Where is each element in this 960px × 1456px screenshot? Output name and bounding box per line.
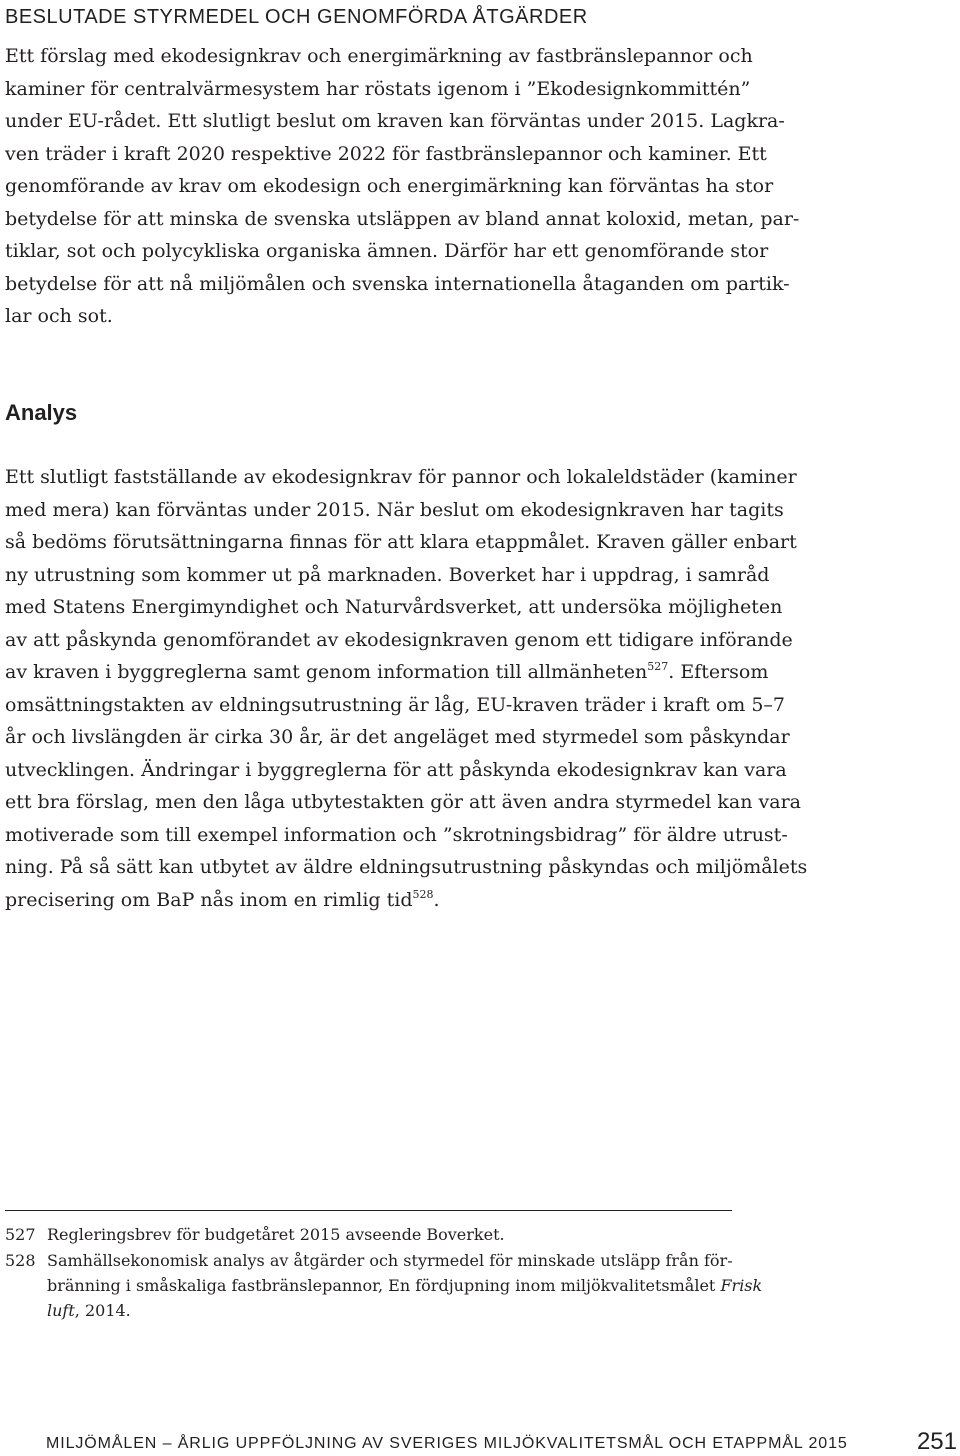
paragraph-line: utvecklingen. Ändringar i byggreglerna för att påskynda ekodesignkrav kan vara: [5, 758, 787, 781]
footnote-number: 527: [5, 1225, 36, 1244]
paragraph-line: betydelse för att nå miljömålen och svenska internationella åtaganden om partik-: [5, 272, 790, 295]
paragraph-line: [5, 884, 820, 917]
paragraph-line: omsättningstakten av eldningsutrustning är låg, EU-kraven träder i kraft om 5–7: [5, 693, 786, 716]
footnote-line: Samhällsekonomisk analys av åtgärder och styrmedel för minskade utsläpp från för-: [47, 1251, 733, 1270]
footnote-line: [47, 1273, 807, 1298]
analysis-paragraph: [5, 461, 820, 916]
paragraph-line: Ett förslag med ekodesignkrav och energimärkning av fastbränslepannor och: [5, 45, 753, 67]
footnote-italic-title: Frisk: [720, 1276, 763, 1295]
analysis-heading: Analys: [5, 400, 78, 425]
paragraph-line: Ett slutligt fastställande av ekodesignkrav för pannor och lokaleldstäder (kaminer: [5, 466, 797, 488]
footnote-text: [47, 1248, 807, 1323]
paragraph-line: motiverade som till exempel information och ”skrotningsbidrag” för äldre utrust-: [5, 823, 788, 846]
footnote-line-text: , 2014.: [74, 1301, 131, 1320]
paragraph-line: kaminer för centralvärmesystem har röstats igenom i ”Ekodesignkommittén”: [5, 77, 751, 100]
line-text: . Eftersom: [668, 661, 769, 683]
paragraph-line: ven träder i kraft 2020 respektive 2022 för fastbränslepannor och kaminer. Ett: [5, 142, 767, 165]
footnote-line: Regleringsbrev för budgetåret 2015 avseende Boverket.: [47, 1225, 505, 1244]
footnote-number: 528: [5, 1251, 36, 1270]
paragraph-line: ett bra förslag, men den låga utbytestakten gör att även andra styrmedel kan vara: [5, 791, 801, 813]
paragraph-line: under EU-rådet. Ett slutligt beslut om kraven kan förväntas under 2015. Lagkra-: [5, 110, 785, 132]
section-header: BESLUTADE STYRMEDEL OCH GENOMFÖRDA ÅTGÄRDER: [5, 6, 588, 28]
intro-paragraph: [5, 40, 820, 333]
footnote-line-text: bränning i småskaliga fastbränslepannor, En fördjupning inom miljökvalitetsmålet: [47, 1276, 721, 1295]
page-number: 251: [916, 1428, 957, 1455]
paragraph-line: av att påskynda genomförandet av ekodesignkraven genom ett tidigare införande: [5, 628, 793, 651]
paragraph-line: med Statens Energimyndighet och Naturvårdsverket, att undersöka möjligheten: [5, 596, 783, 618]
line-text: precisering om BaP nås inom en rimlig tid: [5, 888, 413, 911]
paragraph-line: med mera) kan förväntas under 2015. När beslut om ekodesignkraven har tagits: [5, 498, 784, 521]
paragraph-line: lar och sot.: [5, 305, 113, 327]
paragraph-line: så bedöms förutsättningarna finnas för att klara etappmålet. Kraven gäller enbart: [5, 531, 797, 553]
footnote-reference-528[interactable]: 528: [412, 887, 434, 901]
paragraph-line: betydelse för att minska de svenska utsläppen av bland annat koloxid, metan, par-: [5, 207, 800, 230]
footnote-divider: [5, 1210, 732, 1211]
paragraph-line: tiklar, sot och polycykliska organiska ämnen. Därför har ett genomförande stor: [5, 240, 769, 262]
paragraph-line: ning. På så sätt kan utbytet av äldre eldningsutrustning påskyndas och miljömålets: [5, 856, 808, 878]
paragraph-line: genomförande av krav om ekodesign och energimärkning kan förväntas ha stor: [5, 175, 774, 197]
footnote-italic-title: luft: [47, 1301, 75, 1320]
footnote-line: [47, 1298, 807, 1323]
paragraph-line: ny utrustning som kommer ut på marknaden. Boverket har i uppdrag, i samråd: [5, 563, 770, 586]
running-footer: MILJÖMÅLEN – ÅRLIG UPPFÖLJNING AV SVERIGES MILJÖKVALITETSMÅL OCH ETAPPMÅL 2015: [46, 1435, 848, 1452]
line-text: av kraven i byggreglerna samt genom information till allmänheten: [5, 661, 648, 683]
paragraph-line: [5, 656, 820, 689]
footnote-text: [47, 1222, 807, 1247]
paragraph-line: år och livslängden är cirka 30 år, är det angeläget med styrmedel som påskyndar: [5, 726, 790, 748]
line-text: .: [433, 888, 440, 911]
footnote-reference-527[interactable]: 527: [647, 660, 669, 673]
